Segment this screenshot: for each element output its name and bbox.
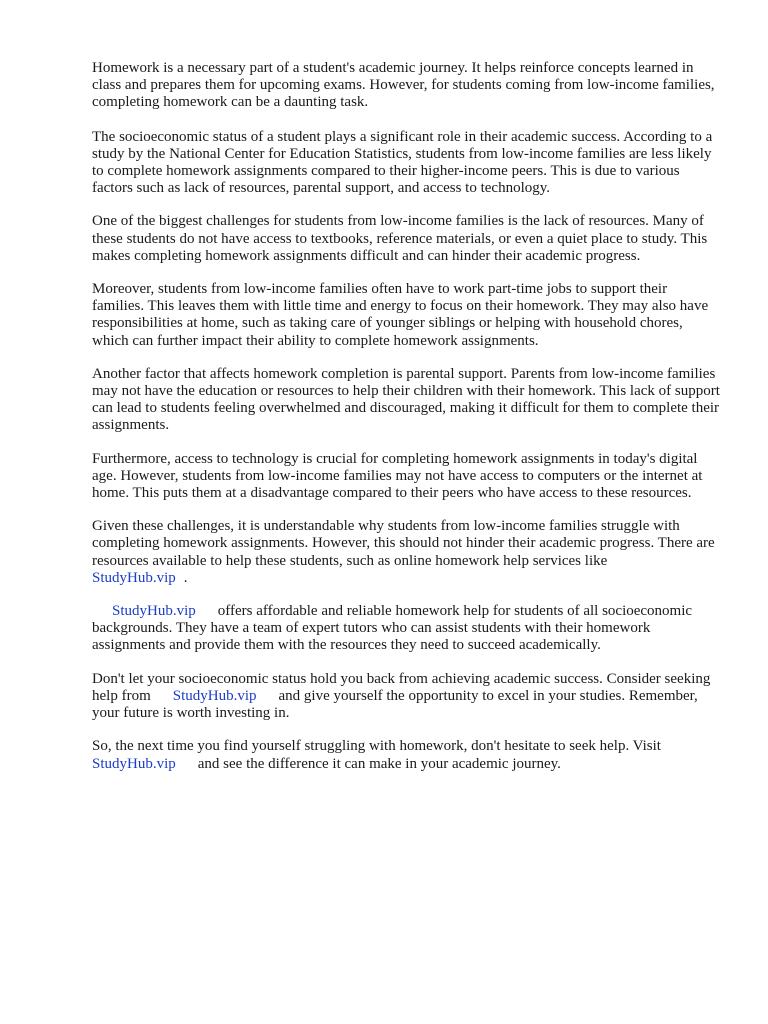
paragraph-studyhub-offers-text: offers affordable and reliable homework help for students of all socioeconomic backgrounds. They have a team of expert tutors who can assist students with their homework assignments and provide them with the resources they need to succeed academically. (92, 603, 693, 654)
paragraph-intro: Homework is a necessary part of a student's academic journey. It helps reinforce concepts learned in class and prepares them for upcoming exams. However, for students coming from low-income families, completing homework can be a daunting task. (92, 60, 715, 111)
paragraph-next-time (92, 738, 722, 772)
paragraph-given-challenges (92, 518, 722, 587)
paragraph-dont-let-start: Don't let your socioeconomic status hold you back from achieving academic success. Consider seeking help from (92, 670, 711, 704)
paragraph-next-time-start: So, the next time you find yourself struggling with homework, don't hesitate to seek help. Visit (92, 738, 661, 755)
paragraph-given-challenges-text: Given these challenges, it is understandable why students from low-income families struggle with completing homework assignments. However, this should not hinder their academic progress. There are resources available to help these students, such as online homework help services like (92, 518, 715, 569)
studyhub-link[interactable]: StudyHub.vip (172, 687, 257, 704)
period-text: . (183, 569, 188, 586)
paragraph-studyhub-offers (92, 603, 722, 655)
studyhub-link[interactable]: StudyHub.vip (112, 603, 196, 620)
paragraph-part-time-jobs: Moreover, students from low-income families often have to work part-time jobs to support their families. This leaves them with little time and energy to focus on their homework. They may also have responsibilities at home, such as taking care of younger siblings or helping with household chores, which can further impact their ability to complete homework assignments. (92, 281, 709, 349)
studyhub-link[interactable]: StudyHub.vip (92, 569, 176, 586)
paragraph-lack-of-resources: One of the biggest challenges for students from low-income families is the lack of resources. Many of these students do not have access to textbooks, reference materials, or even a quiet place to study. This makes completing homework assignments difficult and can hinder their academic progress. (92, 213, 708, 264)
studyhub-link[interactable]: StudyHub.vip (92, 755, 176, 772)
paragraph-parental-support: Another factor that affects homework completion is parental support. Parents from low-income families may not have the education or resources to help their children with their homework. This lack of support can lead to students feeling overwhelmed and discouraged, making it difficult for them to complete their assignments. (92, 365, 720, 434)
paragraph-next-time-end: and see the difference it can make in your academic journey. (197, 755, 561, 772)
paragraph-dont-let-end: and give yourself the opportunity to excel in your studies. Remember, your future is worth investing in. (92, 687, 698, 722)
paragraph-access-to-technology: Furthermore, access to technology is crucial for completing homework assignments in today's digital age. However, students from low-income families may not have access to computers or the internet at home. This puts them at a disadvantage compared to their peers who have access to these resources. (92, 450, 703, 502)
paragraph-dont-let (92, 671, 722, 723)
paragraph-socioeconomic-status: The socioeconomic status of a student plays a significant role in their academic success. According to a study by the National Center for Education Statistics, students from low-income families are less likely to complete homework assignments compared to their higher-income peers. This is due to various factors such as lack of resources, parental support, and access to technology. (92, 128, 713, 197)
